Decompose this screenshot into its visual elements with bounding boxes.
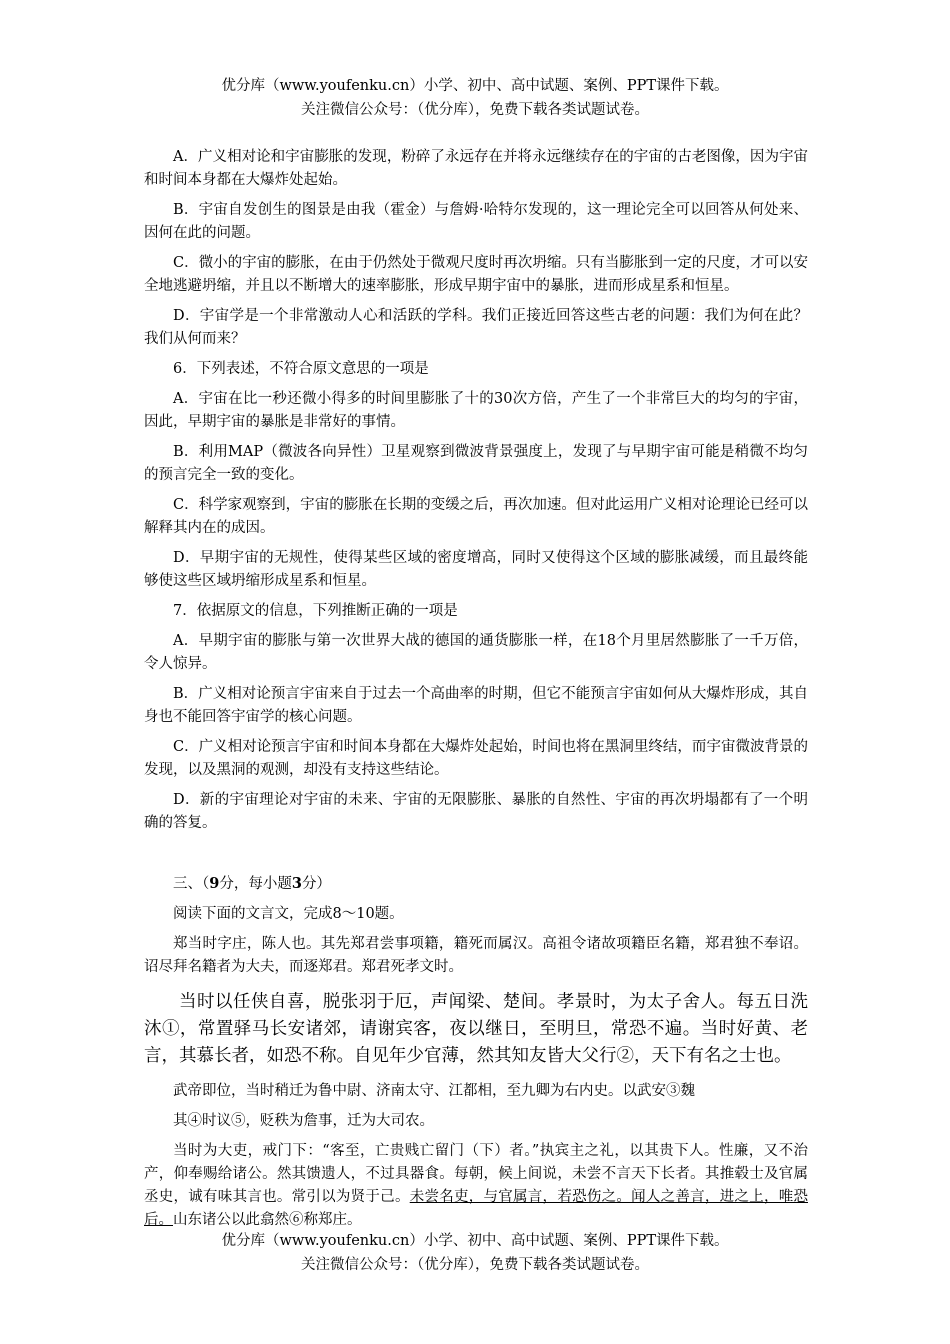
q5-option-b: B．宇宙自发创生的图景是由我（霍金）与詹姆·哈特尔发现的，这一理论完全可以回答从何处来、因何在此的问题。 [144, 202, 808, 241]
q7-option-c: C．广义相对论预言宇宙和时间本身都在大爆炸处起始，时间也将在黑洞里终结，而宇宙微波背景的发现，以及黑洞的观测，却没有支持这些结论。 [144, 739, 808, 778]
q7-option-d: D．新的宇宙理论对宇宙的未来、宇宙的无限膨胀、暴胀的自然性、宇宙的再次坍塌都有了一个明确的答复。 [144, 792, 808, 831]
q7-option-a: A．早期宇宙的膨胀与第一次世界大战的德国的通货膨胀一样，在18个月里居然膨胀了一千万倍，令人惊异。 [144, 633, 808, 672]
passage-paragraph-4: 其④时议⑤，贬秩为詹事，迁为大司农。 [173, 1113, 434, 1129]
footer-line-1: 优分库（www.youfenku.cn）小学、初中、高中试题、案例、PPT课件下载。 [221, 1233, 729, 1249]
q6-option-a: A．宇宙在比一秒还微小得多的时间里膨胀了十的30次方倍，产生了一个非常巨大的均匀的宇宙，因此，早期宇宙的暴胀是非常好的事情。 [144, 391, 808, 430]
passage-paragraph-5: 当时为大吏，戒门下：“客至，亡贵贱亡留门（下）者。”执宾主之礼，以其贵下人。性廉，又不治产，仰奉赐给诸公。然其馈遗人，不过具器食。每朝，候上间说，未尝不言天下长者。其推毂士及官属丞史，诚有味其言也。常引以为贤于己。未尝名吏，与官属言，若恐伤之。闻人之善言，进之上，唯恐后。山东诸公以此翕然⑥称郑庄。 [144, 1143, 808, 1228]
passage-paragraph-1: 郑当时字庄，陈人也。其先郑君尝事项籍，籍死而属汉。高祖令诸故项籍臣名籍，郑君独不奉诏。诏尽拜名籍者为大夫，而逐郑君。郑君死孝文时。 [144, 936, 808, 975]
passage-paragraph-2: 当时以任侠自喜，脱张羽于厄，声闻梁、楚间。孝景时，为太子舍人。每五日洗沐①，常置驿马长安诸郊，请谢宾客，夜以继日，至明旦，常恐不遍。当时好黄、老言，其慕长者，如恐不称。自见年少官薄，然其知友皆大父行②，天下有名之士也。 [144, 992, 808, 1066]
header-line-1: 优分库（www.youfenku.cn）小学、初中、高中试题、案例、PPT课件下载。 [221, 78, 729, 94]
q5-option-a: A．广义相对论和宇宙膨胀的发现，粉碎了永远存在并将永远继续存在的宇宙的古老图像，因为宇宙和时间本身都在大爆炸处起始。 [144, 149, 808, 188]
q6-option-d: D．早期宇宙的无规性，使得某些区域的密度增高，同时又使得这个区域的膨胀减缓，而且最终能够使这些区域坍缩形成星系和恒星。 [144, 550, 808, 589]
q6-option-b: B．利用MAP（微波各向异性）卫星观察到微波背景强度上，发现了与早期宇宙可能是稍微不均匀的预言完全一致的变化。 [144, 444, 808, 483]
q7-stem: 7．依据原文的信息，下列推断正确的一项是 [173, 603, 458, 619]
underlined-sentence: 未尝名吏，与官属言，若恐伤之。闻人之善言，进之上，唯恐后。 [144, 1189, 808, 1228]
document-body [144, 146, 808, 1239]
q5-option-d: D．宇宙学是一个非常激动人心和活跃的学科。我们正接近回答这些古老的问题：我们为何在此？我们从何而来？ [144, 308, 808, 347]
q6-stem: 6．下列表述，不符合原文意思的一项是 [173, 361, 429, 377]
header-line-2: 关注微信公众号：（优分库），免费下载各类试题试卷。 [301, 102, 649, 118]
footer-line-2: 关注微信公众号：（优分库），免费下载各类试题试卷。 [301, 1257, 649, 1273]
section-3-heading: 三、（9分，每小题3分） [173, 875, 331, 892]
page-header [0, 74, 950, 122]
section-3-score: 9 [209, 875, 220, 892]
passage-paragraph-3: 武帝即位，当时稍迁为鲁中尉、济南太守、江都相，至九卿为右内史。以武安③魏 [173, 1083, 695, 1099]
page-footer [0, 1229, 950, 1277]
section-3-instruction: 阅读下面的文言文，完成8～10题。 [173, 906, 404, 922]
section-3-each-score: 3 [291, 875, 302, 892]
q5-option-c: C．微小的宇宙的膨胀，在由于仍然处于微观尺度时再次坍缩。只有当膨胀到一定的尺度，才可以安全地逃避坍缩，并且以不断增大的速率膨胀，形成早期宇宙中的暴胀，进而形成星系和恒星。 [144, 255, 808, 294]
q7-option-b: B．广义相对论预言宇宙来自于过去一个高曲率的时期，但它不能预言宇宙如何从大爆炸形成，其自身也不能回答宇宙学的核心问题。 [144, 686, 808, 725]
q6-option-c: C．科学家观察到，宇宙的膨胀在长期的变缓之后，再次加速。但对此运用广义相对论理论已经可以解释其内在的成因。 [144, 497, 808, 536]
